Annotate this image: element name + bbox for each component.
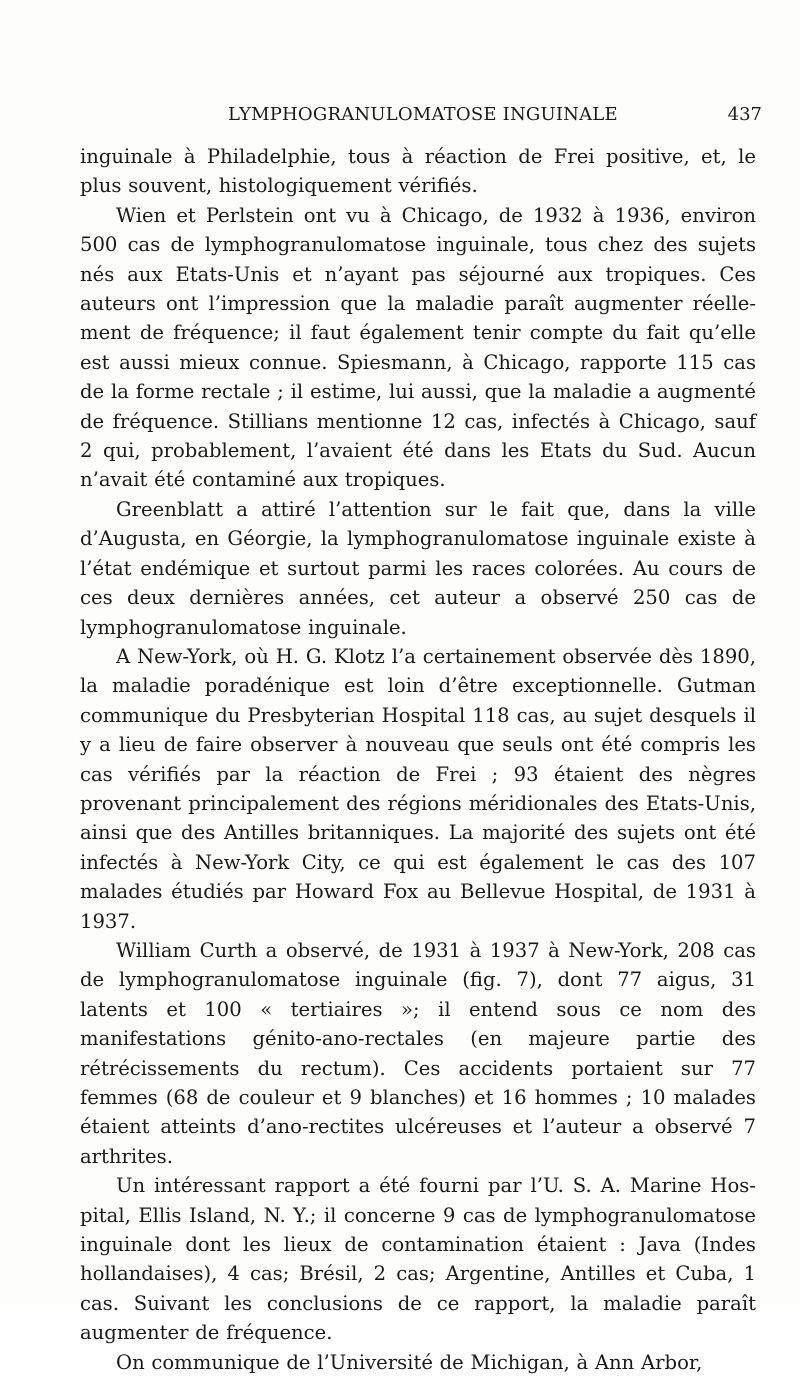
paragraph-new-york: A New-York, où H. G. Klotz l’a certainement observée dès 1890, la maladie poradénique est loin d’être exceptionnelle. Gutman communique du Presbyterian Hospital 118 cas, au sujet desquels il y a lieu de faire observer à nouveau que seuls ont été compris les cas vérifiés par la réaction de Frei ; 93 étaient des nègres provenant principalement des régions méridionales des Etats-Unis, ainsi que des Antilles britanniques. La majorité des sujets ont été infectés à New-York City, ce qui est également le cas des 107 malades étudiés par Howard Fox au Bellevue Hospital, de 1931 à 1937. bbox=[80, 644, 756, 933]
paragraph-william-curth: William Curth a observé, de 1931 à 1937 à New-York, 208 cas de lymphogranulomatose inguinale (fig. 7), dont 77 aigus, 31 latents et 100 « tertiaires »; il entend sous ce nom des manifestations génito-ano-rectales (en majeure partie des rétrécissements du rectum). Ces accidents portaient sur 77 femmes (68 de couleur et 9 blanches) et 16 hommes ; 10 malades étaient atteints d’ano-rectites ulcéreuses et l’auteur a observé 7 arthrites. bbox=[80, 938, 756, 1168]
running-head bbox=[80, 104, 762, 128]
running-title: LYMPHOGRANULOMATOSE INGUINALE bbox=[228, 104, 618, 125]
body-text bbox=[80, 142, 756, 1377]
paragraph-michigan: On communique de l’Université de Michigan, à Ann Arbor, bbox=[116, 1350, 703, 1374]
paragraph-greenblatt: Greenblatt a attiré l’attention sur le fait que, dans la ville d’Augusta, en Géorgie, la lymphogranulomatose inguinale existe à l’état endémique et surtout parmi les races colorées. Au cours de ces deux dernières années, cet auteur a observé 250 cas de lymphogranulomatose inguinale. bbox=[80, 497, 756, 639]
paragraph-continuation: inguinale à Philadelphie, tous à réaction de Frei positive, et, le plus souvent, histologiquement vérifiés. bbox=[80, 145, 756, 198]
paragraph-wien-perlstein: Wien et Perlstein ont vu à Chicago, de 1932 à 1936, environ 500 cas de lymphogranulomatose inguinale, tous chez des sujets nés aux Etats-Unis et n’ayant pas séjourné aux tropiques. Ces auteurs ont l’impression que la maladie paraît augmenter réellement de fréquence; il faut également tenir compte du fait qu’elle est aussi mieux connue. Spiesmann, à Chicago, rapporte 115 cas de la forme rectale ; il estime, lui aussi, que la maladie a augmenté de fréquence. Stillians mentionne 12 cas, infectés à Chicago, sauf 2 qui, probablement, l’avaient été dans les Etats du Sud. Aucun n’avait été contaminé aux tropiques. bbox=[80, 203, 756, 492]
paragraph-marine-hospital: Un intéressant rapport a été fourni par l’U. S. A. Marine Hospital, Ellis Island, N. Y.; il concerne 9 cas de lymphogranulomatose inguinale dont les lieux de contamination étaient : Java (Indes hollandaises), 4 cas; Brésil, 2 cas; Argentine, Antilles et Cuba, 1 cas. Suivant les conclusions de ce rapport, la maladie paraît augmenter de fréquence. bbox=[80, 1174, 756, 1345]
page-number: 437 bbox=[727, 104, 762, 125]
